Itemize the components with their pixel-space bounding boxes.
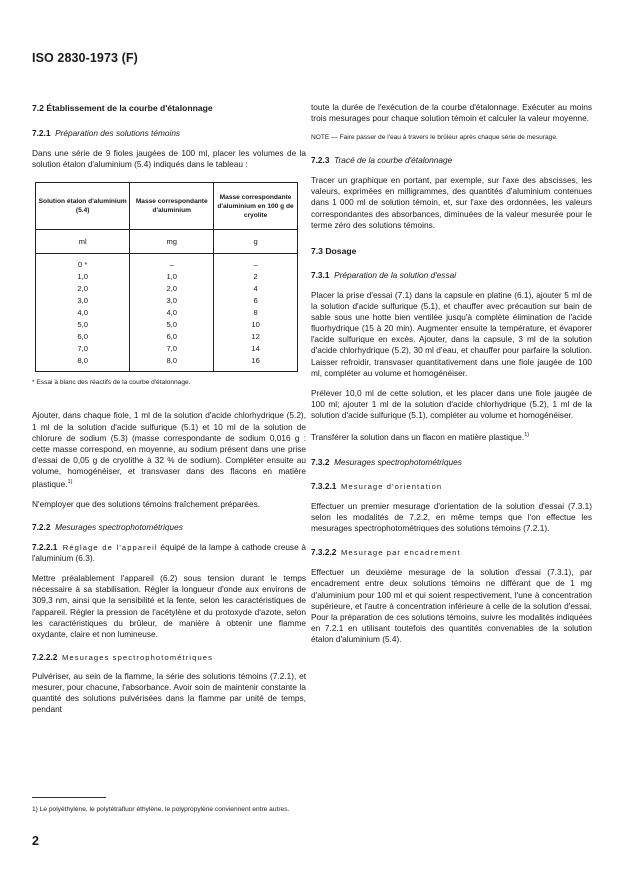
table-row	[36, 307, 298, 319]
section-number: 7.2.1	[32, 128, 51, 139]
paragraph	[311, 430, 592, 443]
table-row	[36, 283, 298, 295]
table-cell: 2,0	[130, 283, 214, 295]
section-number: 7.2.3	[311, 155, 330, 166]
paragraph: Effectuer un premier mesurage d'orientation de la solution d'essai (7.3.1) selon les modalités de 7.2.2, en même temps que l'on effectue les mesurages spectrophotométriques des solutions témoins (7.2.1).	[311, 501, 592, 534]
table-cell: 6,0	[130, 331, 214, 343]
paragraph: Tracer un graphique en portant, par exemple, sur l'axe des abscisses, les valeurs, exprimées en milligrammes, des quantités d'aluminium contenues dans 1 000 ml de solution témoin, et, sur l'axe des ordonnées, les valeurs correspondantes des absorbances, diminuées de la valeur mesurée pour le terme zéro des solutions témoins.	[311, 175, 592, 230]
section-7-3-heading: 7.3 Dosage	[311, 245, 357, 256]
table-header-row	[36, 183, 298, 230]
page-number: 2	[32, 834, 39, 848]
section-7-3-1-heading	[311, 270, 592, 281]
standard-solutions-table	[35, 182, 298, 372]
paragraph: Prélever 10,0 ml de cette solution, et les placer dans une fiole jaugée de 100 ml; ajouter 1 ml de la solution d'acide chlorhydrique (5.2), 1 ml de la solution d'acide sulfurique (5.1), compléter au volume et homogénéiser.	[311, 387, 592, 420]
paragraph: toute la durée de l'exécution de la courbe d'étalonnage. Exécuter au moins trois mesurages pour chaque solution témoin et calculer la valeur moyenne.	[311, 102, 592, 124]
table-cell: 8	[214, 307, 298, 319]
table-cell: mg	[130, 230, 214, 254]
section-title: Préparation de la solution d'essai	[334, 269, 457, 280]
table-cell: 0 *	[36, 254, 130, 272]
table-row	[36, 319, 298, 331]
paragraph: Placer la prise d'essai (7.1) dans la capsule en platine (6.1), ajouter 5 ml de la solution d'acide sulfurique (5.1), et chauffer avec précaution sur bain de sable sous une hotte bien ventilée jusqu'à complète élimination de l'acide fluorhydrique (15 à 20 min). Augmenter ensuite la température, et évaporer l'acide sulfurique en excès. Ajouter, dans la capsule, 3 ml de la solution d'acide chlorhydrique (5.2), 30 ml d'eau, et chauffer pour parfaire la solution. Laisser refroidir, transvaser quantitativement dans une fiole jaugée de 100 ml, compléter au volume et homogénéiser.	[311, 289, 592, 378]
section-title-smallcaps: Réglage de l'appareil	[62, 543, 158, 553]
table-row	[36, 343, 298, 355]
table-cell: 4,0	[130, 307, 214, 319]
table-header-cell: Solution étalon d'aluminium (5.4)	[36, 183, 130, 230]
section-title-smallcaps: Mesurages spectrophotométriques	[62, 652, 214, 662]
section-number: 7.2.2	[32, 521, 51, 532]
section-title: Tracé de la courbe d'étalonnage	[334, 155, 453, 166]
table-cell: 12	[214, 331, 298, 343]
section-number: 7.2.2.2	[32, 651, 58, 662]
table-cell: 7,0	[130, 343, 214, 355]
paragraph: Dans une série de 9 fioles jaugées de 100 ml, placer les volumes de la solution étalon d'aluminium (5.4) indiqués dans le tableau :	[32, 148, 306, 170]
section-number: 7.3.2.2	[311, 547, 337, 558]
table-row	[36, 331, 298, 343]
table-cell: 4	[214, 283, 298, 295]
table-cell: 14	[214, 343, 298, 355]
section-title-smallcaps: Mesurage d'orientation	[341, 481, 443, 491]
table-cell: 8,0	[130, 355, 214, 372]
section-title-smallcaps: Mesurage par encadrement	[341, 548, 461, 558]
footnote-ref: 1)	[67, 479, 73, 486]
table-cell: 5,0	[36, 319, 130, 331]
table-cell: 4,0	[36, 307, 130, 319]
table-cell: –	[130, 254, 214, 272]
section-title: Préparation des solutions témoins	[55, 128, 181, 139]
note: NOTE — Faire passer de l'eau à travers le brûleur après chaque série de mesurage.	[311, 134, 558, 142]
paragraph-text: équipé de la lampe à cathode creuse à l'aluminium (6.3).	[32, 542, 306, 564]
table-cell: 2,0	[36, 283, 130, 295]
table-cell: g	[214, 230, 298, 254]
table-cell: –	[214, 254, 298, 272]
table-row	[36, 295, 298, 307]
table-cell: 3,0	[130, 295, 214, 307]
section-number: 7.2.2.1	[32, 542, 58, 553]
table-row	[36, 355, 298, 372]
table-footnote: * Essai à blanc des réactifs de la courbe d'étalonnage.	[32, 379, 191, 387]
paragraph: Effectuer un deuxième mesurage de la solution d'essai (7.3.1), par encadrement entre deux solutions témoins ne différant que de 1 mg d'aluminium pour 100 ml et qui soient respectivement, l'une à concentration supérieure, et l'autre à concentration inférieure à celle de la solution d'essai. Pour la préparation de ces solutions témoins, suivre les modalités indiquées en 7.2.1 en utilisant toutefois des quantités convenables de la solution étalon d'aluminium (5.4).	[311, 567, 592, 644]
section-number: 7.3.2	[311, 456, 330, 467]
table-cell: 16	[214, 355, 298, 372]
section-7-2-3-heading	[311, 155, 592, 166]
document-id-header: ISO 2830-1973 (F)	[32, 51, 138, 65]
table-cell: 6,0	[36, 331, 130, 343]
section-7-2-1-heading	[32, 128, 306, 139]
section-7-2-heading: 7.2 Établissement de la courbe d'étalonnage	[32, 103, 213, 113]
table-units-row	[36, 230, 298, 254]
section-title: Mesurages spectrophotométriques	[55, 521, 183, 532]
paragraph-text: Transférer la solution dans un flacon en matière plastique.	[311, 431, 525, 442]
right-column	[311, 102, 592, 645]
paragraph: Pulvériser, au sein de la flamme, la série des solutions témoins (7.2.1), et mesurer, pour chacune, l'absorbance. Avoir soin de maintenir constante la quantité des solutions pulvérisées dans la flamme par unité de temps, pendant	[32, 670, 306, 715]
table-row	[36, 271, 298, 283]
section-7-3-2-1-heading	[311, 481, 592, 492]
table-cell: 2	[214, 271, 298, 283]
table-cell: ml	[36, 230, 130, 254]
table-cell: 6	[214, 295, 298, 307]
section-7-2-2-1-paragraph	[32, 542, 306, 564]
paragraph: Mettre préalablement l'appareil (6.2) sous tension durant le temps nécessaire à sa stabilisation. Régler la longueur d'onde aux environs de 309,3 nm, ainsi que la sensibilité et la fente, selon les caractéristiques de l'appareil. Régler la pression de l'acétylène et du protoxyde d'azote, selon les caractéristiques du brûleur, de manière à obtenir une flamme oxydante, claire et non lumineuse.	[32, 573, 306, 639]
section-7-2-2-heading	[32, 522, 306, 533]
footnote-divider	[32, 797, 106, 798]
section-number: 7.3.1	[311, 269, 330, 280]
section-7-3-2-2-heading	[311, 547, 592, 558]
table-cell: 10	[214, 319, 298, 331]
left-column	[32, 103, 306, 715]
table-row	[36, 254, 298, 272]
paragraph: N'employer que des solutions témoins fraîchement préparées.	[32, 498, 261, 509]
section-7-2-2-2-heading	[32, 652, 306, 663]
table-cell: 3,0	[36, 295, 130, 307]
paragraph	[32, 410, 306, 489]
page-footnote: 1) Le polyéthylène, le polytétrafluor éthylène, le polypropylène conviennent entre autres.	[32, 806, 290, 813]
footnote-ref: 1)	[524, 431, 530, 438]
paragraph-text: Ajouter, dans chaque fiole, 1 ml de la solution d'acide chlorhydrique (5.2), 1 ml de la solution d'acide sulfurique (5.1) et 10 ml de la solution de chlorure de sodium (5.3) (masse correspondante de sodium 0,016 g : cette masse correspond, en moyenne, au sodium présent dans une prise d'essai de 0,05 g de cryolithe à 32 % de sodium). Compléter ensuite au volume, homogénéiser, et transvaser dans des flacons en matière plastique.	[32, 410, 306, 489]
table-cell: 5,0	[130, 319, 214, 331]
section-number: 7.3.2.1	[311, 480, 337, 491]
table-header-cell: Masse correspondante d'aluminium en 100 g de cryolite	[214, 183, 298, 230]
table-cell: 7,0	[36, 343, 130, 355]
table-cell: 8,0	[36, 355, 130, 372]
table-cell: 1,0	[36, 271, 130, 283]
section-7-3-2-heading	[311, 457, 592, 468]
table-cell: 1,0	[130, 271, 214, 283]
table-header-cell: Masse correspondante d'aluminium	[130, 183, 214, 230]
section-title: Mesurages spectrophotométriques	[334, 456, 462, 467]
